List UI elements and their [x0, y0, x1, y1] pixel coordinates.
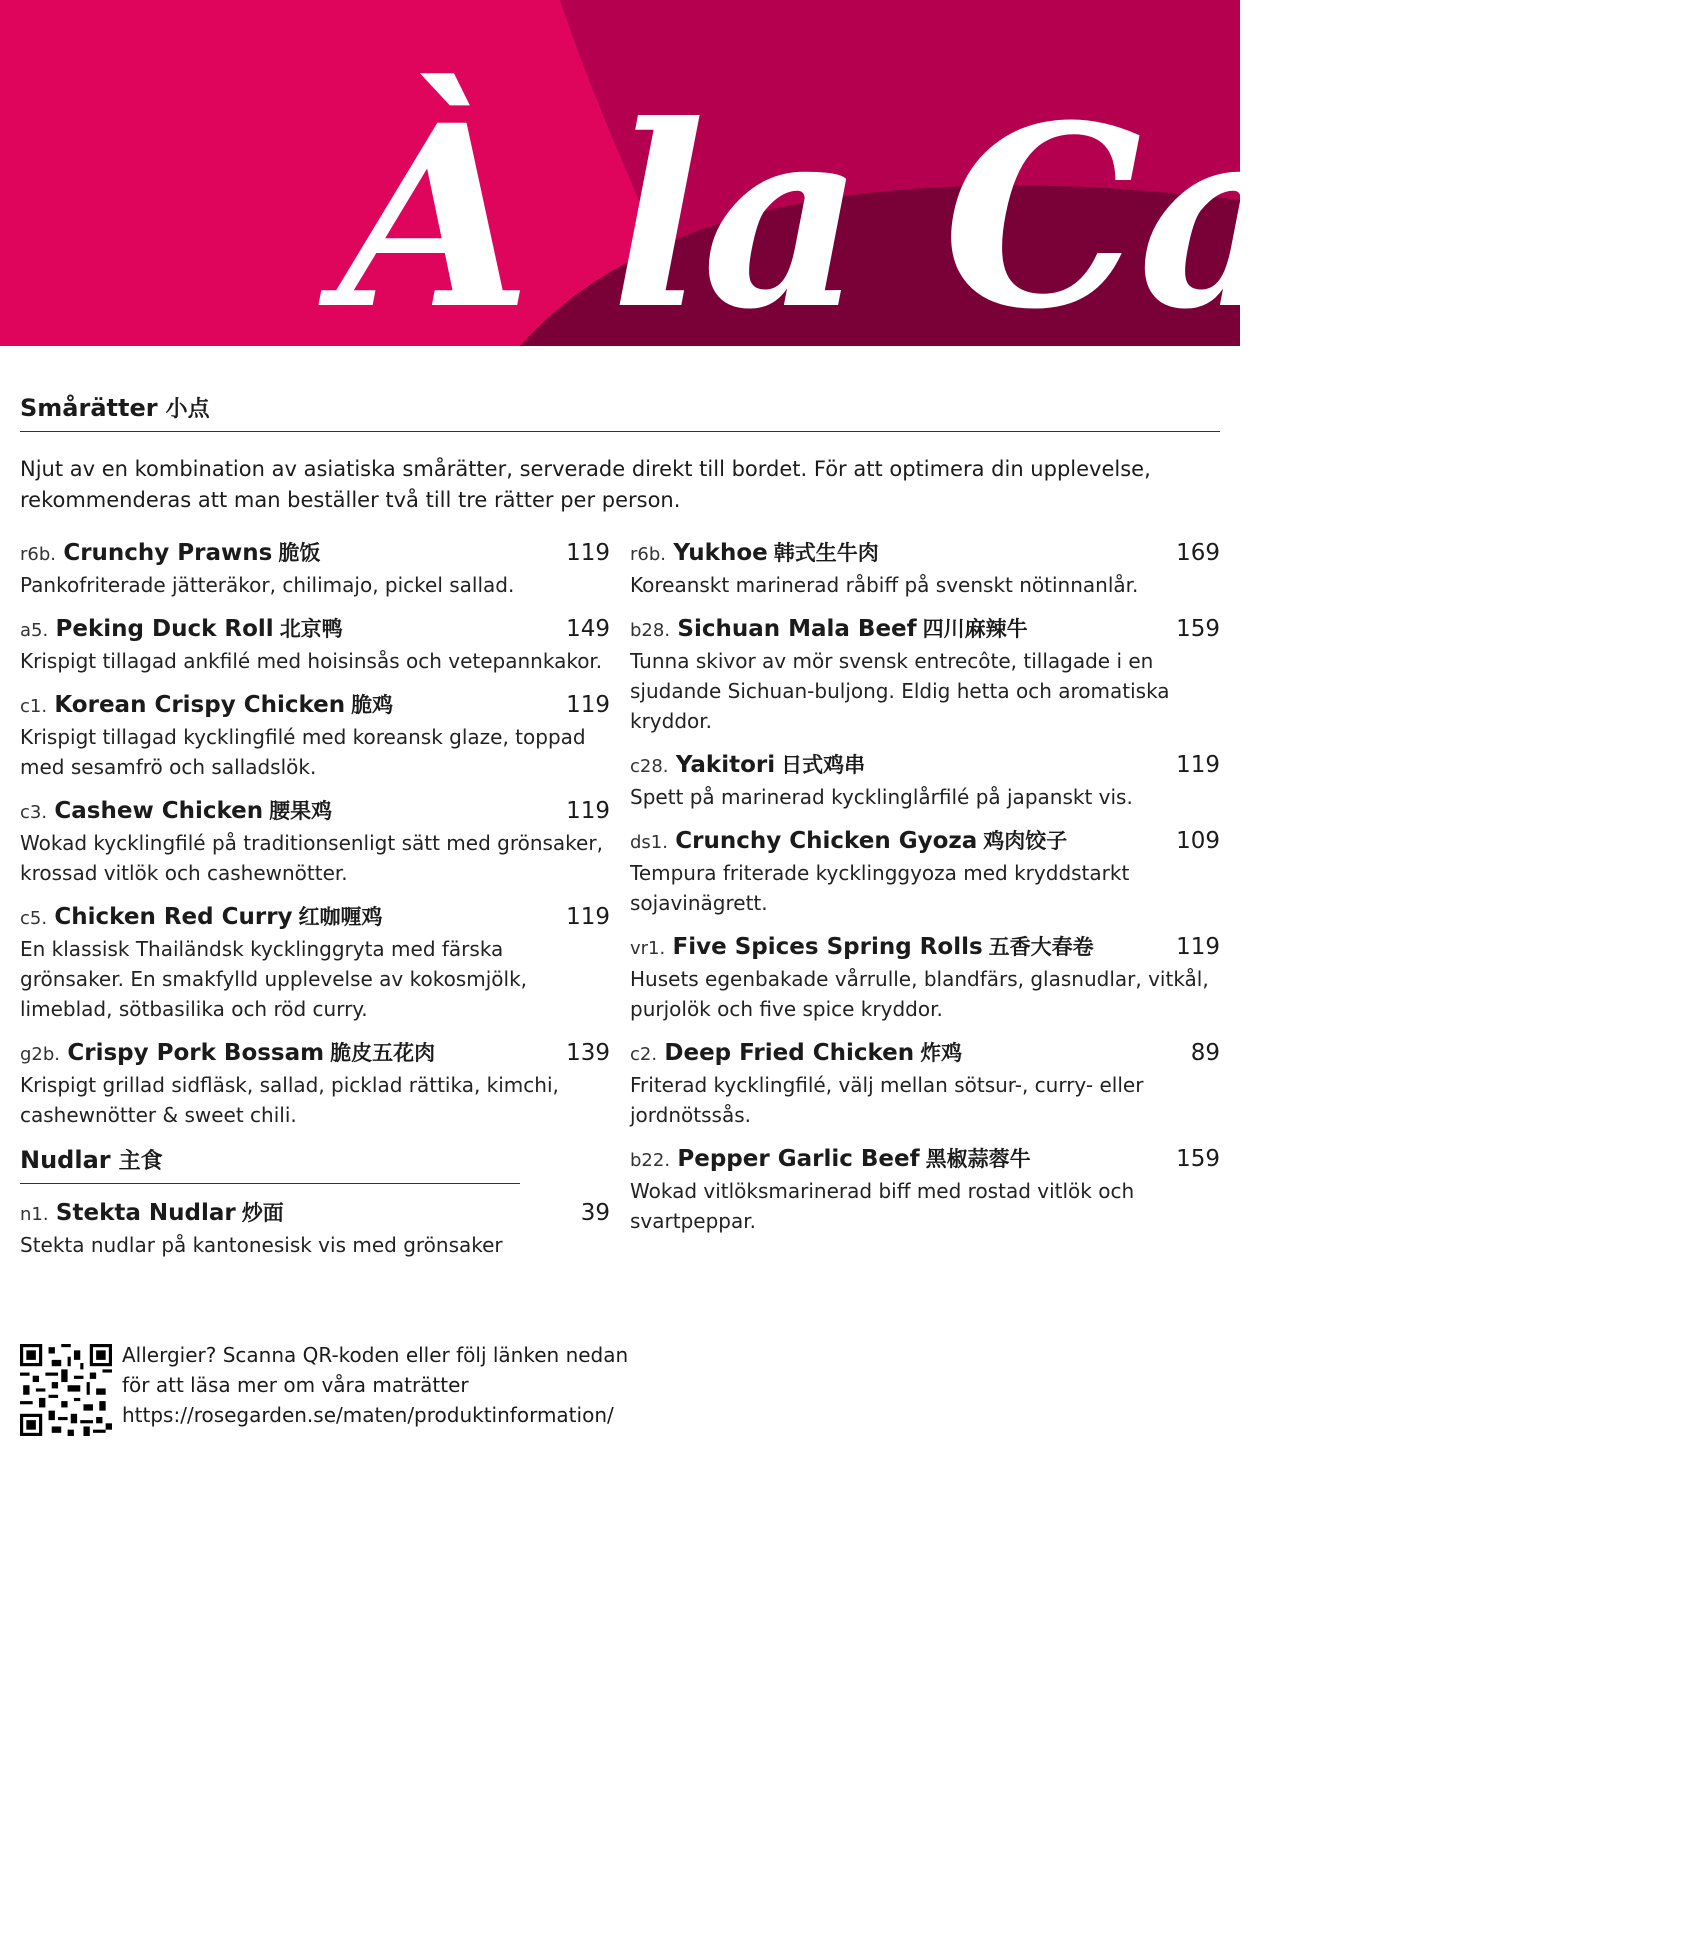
- section-heading-zh: 小点: [165, 396, 210, 422]
- menu-item-name: Korean Crispy Chicken: [54, 692, 346, 718]
- menu-item-code: a5.: [20, 620, 49, 641]
- section-heading-text: Nudlar: [20, 1146, 111, 1174]
- menu-item-price: 109: [1176, 828, 1220, 854]
- menu-item-name-zh: 脆饭: [278, 540, 321, 565]
- menu-item-code: b28.: [630, 620, 671, 641]
- menu-item-price: 89: [1190, 1040, 1220, 1066]
- menu-item: [630, 750, 1220, 812]
- menu-item-name-zh: 炒面: [241, 1200, 284, 1225]
- menu-item-header: [630, 538, 1220, 570]
- menu-item-description: Wokad kycklingfilé på traditionsenligt sätt med grönsaker, krossad vitlök och cashewnötter.: [20, 831, 603, 885]
- menu-item-description: Husets egenbakade vårrulle, blandfärs, glasnudlar, vitkål, purjolök och five spice kryddor.: [630, 967, 1209, 1021]
- menu-item-code: c2.: [630, 1044, 658, 1065]
- menu-item-name-zh: 北京鸭: [279, 616, 343, 641]
- menu-item-code: n1.: [20, 1204, 49, 1225]
- menu-item-code: ds1.: [630, 832, 668, 853]
- menu-item: [20, 1198, 610, 1260]
- menu-item-description: Spett på marinerad kycklinglårfilé på japanskt vis.: [630, 785, 1133, 809]
- menu-item-description: Krispigt tillagad ankfilé med hoisinsås och vetepannkakor.: [20, 649, 603, 673]
- menu-item: [630, 614, 1220, 736]
- menu-item-description: Tempura friterade kycklinggyoza med kryddstarkt sojavinägrett.: [630, 861, 1130, 915]
- menu-item-header: [630, 614, 1220, 646]
- menu-item-name: Deep Fried Chicken: [664, 1040, 915, 1066]
- menu-item-name: Crunchy Prawns: [63, 540, 273, 566]
- menu-item-description: En klassisk Thailändsk kycklinggryta med färska grönsaker. En smakfylld upplevelse av kokosmjölk, limeblad, sötbasilika och röd curry.: [20, 937, 528, 1021]
- menu-item-name-zh: 韩式生牛肉: [773, 540, 879, 565]
- menu-item-price: 169: [1176, 540, 1220, 566]
- menu-item-name-zh: 红咖喱鸡: [298, 904, 383, 929]
- menu-item: [630, 1038, 1220, 1130]
- section-heading-zh: 主食: [118, 1148, 163, 1174]
- menu-item-description: Friterad kycklingfilé, välj mellan sötsur-, curry- eller jordnötssås.: [630, 1073, 1144, 1127]
- menu-item-description: Tunna skivor av mör svensk entrecôte, tillagade i en sjudande Sichuan-buljong. Eldig hetta och aromatiska kryddor.: [630, 649, 1170, 733]
- menu-item-description: Koreanskt marinerad råbiff på svenskt nötinnanlår.: [630, 573, 1139, 597]
- menu-item: [20, 690, 610, 782]
- menu-item-header: [20, 614, 610, 646]
- allergy-line-1: Allergier? Scanna QR-koden eller följ länken nedan: [122, 1343, 629, 1367]
- menu-item: [20, 902, 610, 1024]
- menu-item-header: [630, 1038, 1220, 1070]
- menu-item-price: 159: [1176, 1146, 1220, 1172]
- menu-item-name: Crispy Pork Bossam: [67, 1040, 325, 1066]
- menu-item: [630, 826, 1220, 918]
- menu-item-header: [20, 690, 610, 722]
- menu-item-price: 119: [566, 540, 610, 566]
- menu-item-code: r6b.: [630, 544, 666, 565]
- menu-item-name: Stekta Nudlar: [55, 1200, 236, 1226]
- menu-item-name: Peking Duck Roll: [55, 616, 274, 642]
- menu-item-price: 119: [566, 904, 610, 930]
- menu-item-name: Sichuan Mala Beef: [677, 616, 917, 642]
- menu-item-name-zh: 四川麻辣牛: [922, 616, 1028, 641]
- menu-item-name: Crunchy Chicken Gyoza: [675, 828, 978, 854]
- menu-item-price: 149: [566, 616, 610, 642]
- menu-item-description: Stekta nudlar på kantonesisk vis med grönsaker: [20, 1233, 503, 1257]
- menu-item-description: Pankofriterade jätteräkor, chilimajo, pickel sallad.: [20, 573, 515, 597]
- menu-item-code: b22.: [630, 1150, 671, 1171]
- menu-item-header: [20, 796, 610, 828]
- hero-title: À la Carte: [338, 70, 1690, 364]
- hero-banner: [0, 0, 1690, 364]
- section-heading-smaratter: [20, 392, 1220, 432]
- menu-item-price: 119: [566, 798, 610, 824]
- menu-item-name-zh: 脆皮五花肉: [330, 1040, 436, 1065]
- menu-item-price: 119: [566, 692, 610, 718]
- allergy-line-2: för att läsa mer om våra maträtter: [122, 1373, 469, 1397]
- menu-item-price: 159: [1176, 616, 1220, 642]
- menu-item-name-zh: 腰果鸡: [269, 798, 333, 823]
- menu-item: [630, 932, 1220, 1024]
- menu-item-name-zh: 炸鸡: [920, 1040, 963, 1065]
- menu-item-price: 119: [1176, 752, 1220, 778]
- menu-item-price: 139: [566, 1040, 610, 1066]
- section-intro: Njut av en kombination av asiatiska smårätter, serverade direkt till bordet. För att optimera din upplevelse, rekommenderas att man beställer två till tre rätter per person.: [20, 457, 1151, 512]
- menu-item-name: Chicken Red Curry: [54, 904, 293, 930]
- menu-item-description: Krispigt tillagad kycklingfilé med koreansk glaze, toppad med sesamfrö och salladslök.: [20, 725, 586, 779]
- menu-item: [20, 538, 610, 600]
- menu-item-code: vr1.: [630, 938, 666, 959]
- menu-item-description: Wokad vitlöksmarinerad biff med rostad vitlök och svartpeppar.: [630, 1179, 1135, 1233]
- menu-item-header: [20, 1038, 610, 1070]
- menu-column-right: [630, 538, 1220, 1250]
- menu-item-name: Cashew Chicken: [54, 798, 264, 824]
- allergy-info: [20, 1344, 628, 1436]
- menu-item-description: Krispigt grillad sidfläsk, sallad, picklad rättika, kimchi, cashewnötter & sweet chili.: [20, 1073, 559, 1127]
- menu-item: [630, 1144, 1220, 1236]
- menu-item-header: [630, 750, 1220, 782]
- section-heading-nudlar: [20, 1144, 520, 1184]
- menu-item-name: Yukhoe: [673, 540, 768, 566]
- menu-item-header: [20, 902, 610, 934]
- menu-item-name: Pepper Garlic Beef: [677, 1146, 920, 1172]
- menu-item-header: [20, 538, 610, 570]
- qr-code-icon[interactable]: [20, 1344, 112, 1436]
- menu-item: [20, 1038, 610, 1130]
- menu-item-name-zh: 五香大春卷: [988, 934, 1094, 959]
- menu-item-code: r6b.: [20, 544, 56, 565]
- menu-list-left: [20, 538, 610, 1130]
- menu-item-price: 39: [580, 1200, 610, 1226]
- menu-item-name-zh: 脆鸡: [351, 692, 394, 717]
- allergy-link[interactable]: https://rosegarden.se/maten/produktinformation/: [122, 1403, 614, 1427]
- menu-item-header: [630, 932, 1220, 964]
- menu-item-header: [630, 1144, 1220, 1176]
- menu-item-header: [20, 1198, 610, 1230]
- menu-item: [20, 796, 610, 888]
- menu-item-code: g2b.: [20, 1044, 61, 1065]
- menu-list-noodles: [20, 1198, 610, 1260]
- menu-item-price: 119: [1176, 934, 1220, 960]
- menu-item: [20, 614, 610, 676]
- menu-list-right: [630, 538, 1220, 1236]
- section-heading-text: Smårätter: [20, 394, 158, 422]
- menu-item-name-zh: 日式鸡串: [781, 752, 866, 777]
- menu-item-header: [630, 826, 1220, 858]
- menu-item-code: c1.: [20, 696, 48, 717]
- menu-item-code: c28.: [630, 756, 669, 777]
- menu-column-left: [20, 538, 610, 1274]
- menu-item-name-zh: 黑椒蒜蓉牛: [925, 1146, 1031, 1171]
- menu-item-name: Five Spices Spring Rolls: [672, 934, 983, 960]
- menu-item-code: c5.: [20, 908, 48, 929]
- menu-item-name: Yakitori: [675, 752, 776, 778]
- menu-item: [630, 538, 1220, 600]
- menu-item-code: c3.: [20, 802, 48, 823]
- menu-item-name-zh: 鸡肉饺子: [983, 828, 1068, 853]
